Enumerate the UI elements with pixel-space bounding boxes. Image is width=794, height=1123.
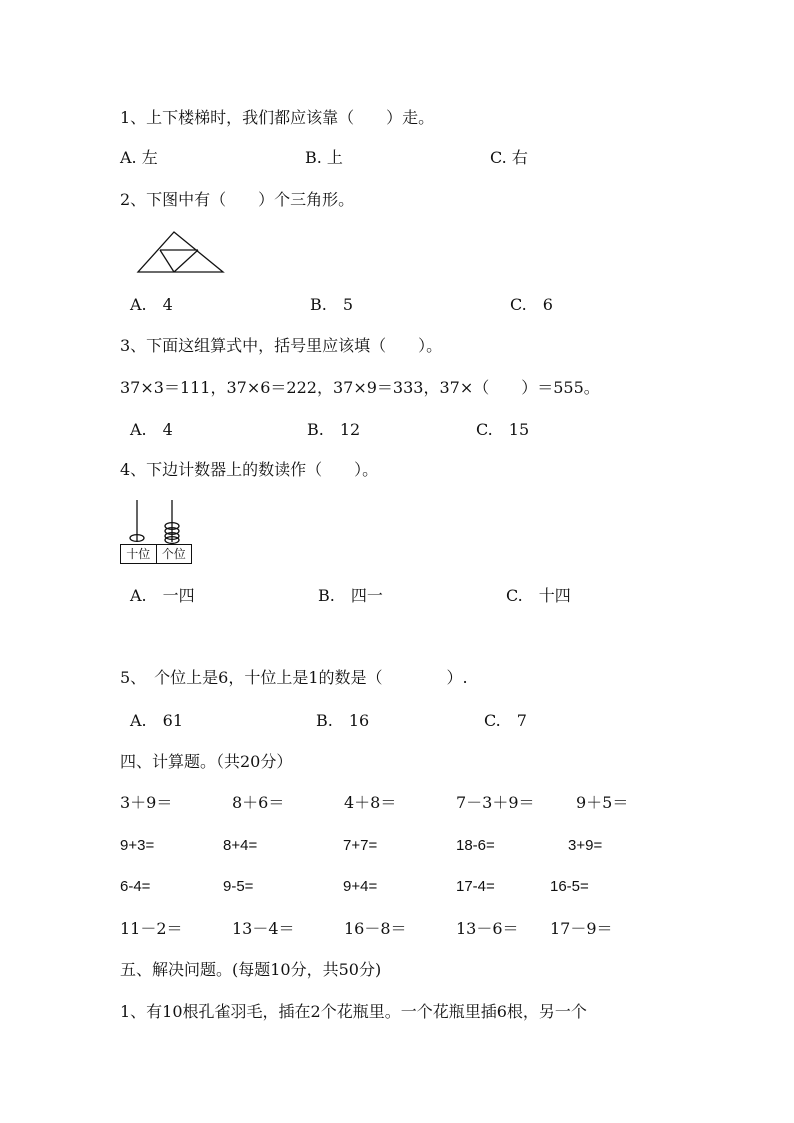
calc-r2-c3: 7+7= <box>343 837 378 854</box>
abacus-base <box>120 544 192 564</box>
calc-r4-c3: 16－8＝ <box>344 919 407 938</box>
calc-r3-c3: 9+4= <box>343 878 378 895</box>
calc-r2-c4: 18-6= <box>456 837 495 854</box>
calc-r1-c1: 3＋9＝ <box>120 793 173 812</box>
q5-option-b: B. 16 <box>316 711 370 730</box>
calc-r3-c4: 17-4= <box>456 878 495 895</box>
calc-r4-c1: 11－2＝ <box>120 919 183 938</box>
q1-option-a: A. 左 <box>120 148 158 167</box>
calc-r4-c2: 13－4＝ <box>232 919 295 938</box>
q2-option-c: C. 6 <box>510 295 553 314</box>
q4-option-b: B. 四一 <box>318 586 383 605</box>
calc-r3-c5: 16-5= <box>550 878 589 895</box>
triangle-figure <box>134 228 228 276</box>
q1-option-b: B. 上 <box>305 148 343 167</box>
question-2: 2、下图中有（ ）个三角形。 <box>120 190 355 209</box>
calc-r4-c5: 17－9＝ <box>550 919 613 938</box>
calc-r4-c4: 13－6＝ <box>456 919 519 938</box>
abacus-label-ones: 个位 <box>161 547 186 561</box>
question-3: 3、下面这组算式中，括号里应该填（ ）。 <box>120 336 443 355</box>
q3-option-c: C. 15 <box>476 420 530 439</box>
question-5: 5、 个位上是6，十位上是1的数是（ ）. <box>120 668 468 687</box>
q2-option-a: A. 4 <box>130 295 173 314</box>
section-5-title: 五、解决问题。(每题10分，共50分) <box>120 960 382 979</box>
q3-option-b: B. 12 <box>307 420 361 439</box>
q5-option-a: A. 61 <box>130 711 184 730</box>
calc-r3-c2: 9-5= <box>223 878 254 895</box>
abacus-figure <box>120 498 192 566</box>
q4-option-c: C. 十四 <box>506 586 571 605</box>
section-5-question-1: 1、有10根孔雀羽毛，插在2个花瓶里。一个花瓶里插6根，另一个 <box>120 1002 587 1021</box>
calc-r1-c4: 7－3＋9＝ <box>456 793 535 812</box>
q3-option-a: A. 4 <box>130 420 173 439</box>
q5-option-c: C. 7 <box>484 711 527 730</box>
q3-formula: 37×3＝111，37×6＝222，37×9＝333，37×（ ）＝555。 <box>120 378 600 397</box>
q1-option-c: C. 右 <box>490 148 528 167</box>
calc-r2-c2: 8+4= <box>223 837 258 854</box>
section-4-title: 四、计算题。（共20分） <box>120 752 293 771</box>
calc-r1-c2: 8＋6＝ <box>232 793 285 812</box>
calc-r3-c1: 6-4= <box>120 878 151 895</box>
calc-r1-c5: 9＋5＝ <box>576 793 629 812</box>
question-4: 4、下边计数器上的数读作（ ）。 <box>120 460 379 479</box>
question-1: 1、上下楼梯时，我们都应该靠（ ）走。 <box>120 108 435 127</box>
calc-r2-c5: 3+9= <box>568 837 603 854</box>
calc-r2-c1: 9+3= <box>120 837 155 854</box>
abacus-rods <box>120 498 192 544</box>
q4-option-a: A. 一四 <box>130 586 195 605</box>
calc-r1-c3: 4＋8＝ <box>344 793 397 812</box>
abacus-label-tens: 十位 <box>121 545 157 563</box>
q2-option-b: B. 5 <box>310 295 354 314</box>
